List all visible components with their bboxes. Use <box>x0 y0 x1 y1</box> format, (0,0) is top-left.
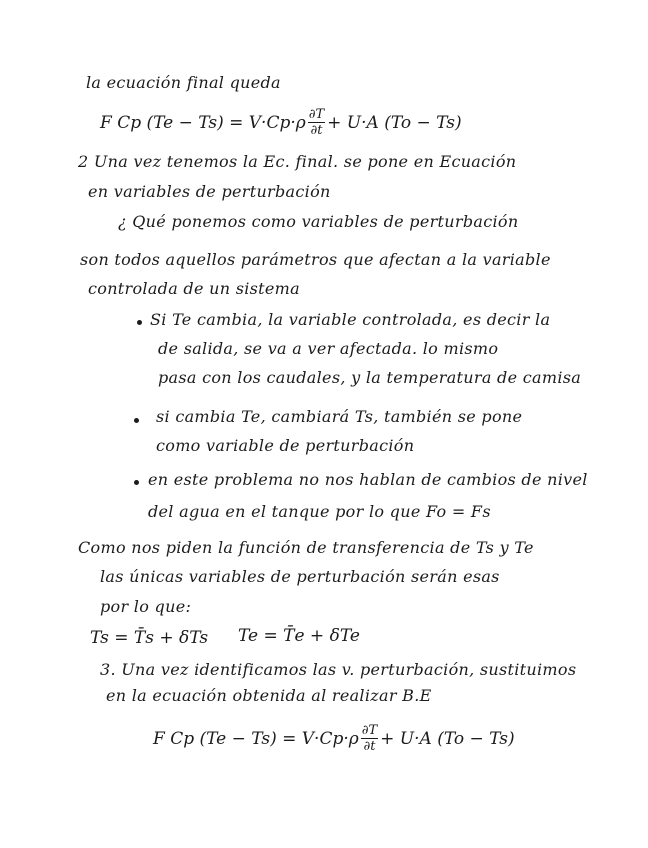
text-line: en variables de perturbación <box>88 182 331 201</box>
text-line: como variable de perturbación <box>156 436 415 455</box>
bullet-point <box>134 480 139 485</box>
equation-deviation-te <box>238 626 360 646</box>
equation-left: F Cp (Te − Ts) = V·Cp·ρ <box>100 112 306 133</box>
text-line: en este problema no nos hablan de cambios de nivel <box>148 470 588 489</box>
bullet-point <box>137 320 142 325</box>
text-line: Como nos piden la función de transferencia de Ts y Te <box>78 538 534 557</box>
text-line: pasa con los caudales, y la temperatura de camisa <box>158 368 582 387</box>
partial-derivative <box>308 108 325 137</box>
text-line: en la ecuación obtenida al realizar B.E <box>106 686 432 705</box>
fraction-denominator: ∂t <box>310 123 323 138</box>
equation-right: Te = T̄e + δTe <box>238 626 360 646</box>
text-line: si cambia Te, cambiará Ts, también se pone <box>156 407 523 426</box>
text-line: la ecuación final queda <box>86 73 281 92</box>
text-line: ¿ Qué ponemos como variables de perturbación <box>118 212 519 231</box>
text-line: del agua en el tanque por lo que Fo = Fs <box>148 502 491 521</box>
text-line: son todos aquellos parámetros que afectan a la variable <box>80 250 551 269</box>
text-line: por lo que: <box>100 597 192 616</box>
equation-energy-balance-repeat <box>153 724 515 753</box>
equation-right: + U·A (To − Ts) <box>380 728 515 749</box>
bullet-point <box>134 418 139 423</box>
text-line: controlada de un sistema <box>88 279 300 298</box>
text-line: 3. Una vez identificamos las v. perturbación, sustituimos <box>100 660 577 679</box>
equation-left: Ts = T̄s + δTs <box>90 628 209 648</box>
partial-derivative <box>361 724 378 753</box>
fraction-numerator: ∂T <box>308 107 325 122</box>
text-line: 2 Una vez tenemos la Ec. final. se pone en Ecuación <box>78 152 517 171</box>
text-line: las únicas variables de perturbación serán esas <box>100 567 500 586</box>
equation-left: F Cp (Te − Ts) = V·Cp·ρ <box>153 728 359 749</box>
text-line: Si Te cambia, la variable controlada, es decir la <box>150 310 551 329</box>
equation-right: + U·A (To − Ts) <box>327 112 462 133</box>
equation-energy-balance <box>100 108 462 137</box>
fraction-numerator: ∂T <box>361 723 378 738</box>
fraction-denominator: ∂t <box>363 739 376 754</box>
text-line: de salida, se va a ver afectada. lo mismo <box>158 339 499 358</box>
equation-deviation-ts <box>90 628 208 648</box>
